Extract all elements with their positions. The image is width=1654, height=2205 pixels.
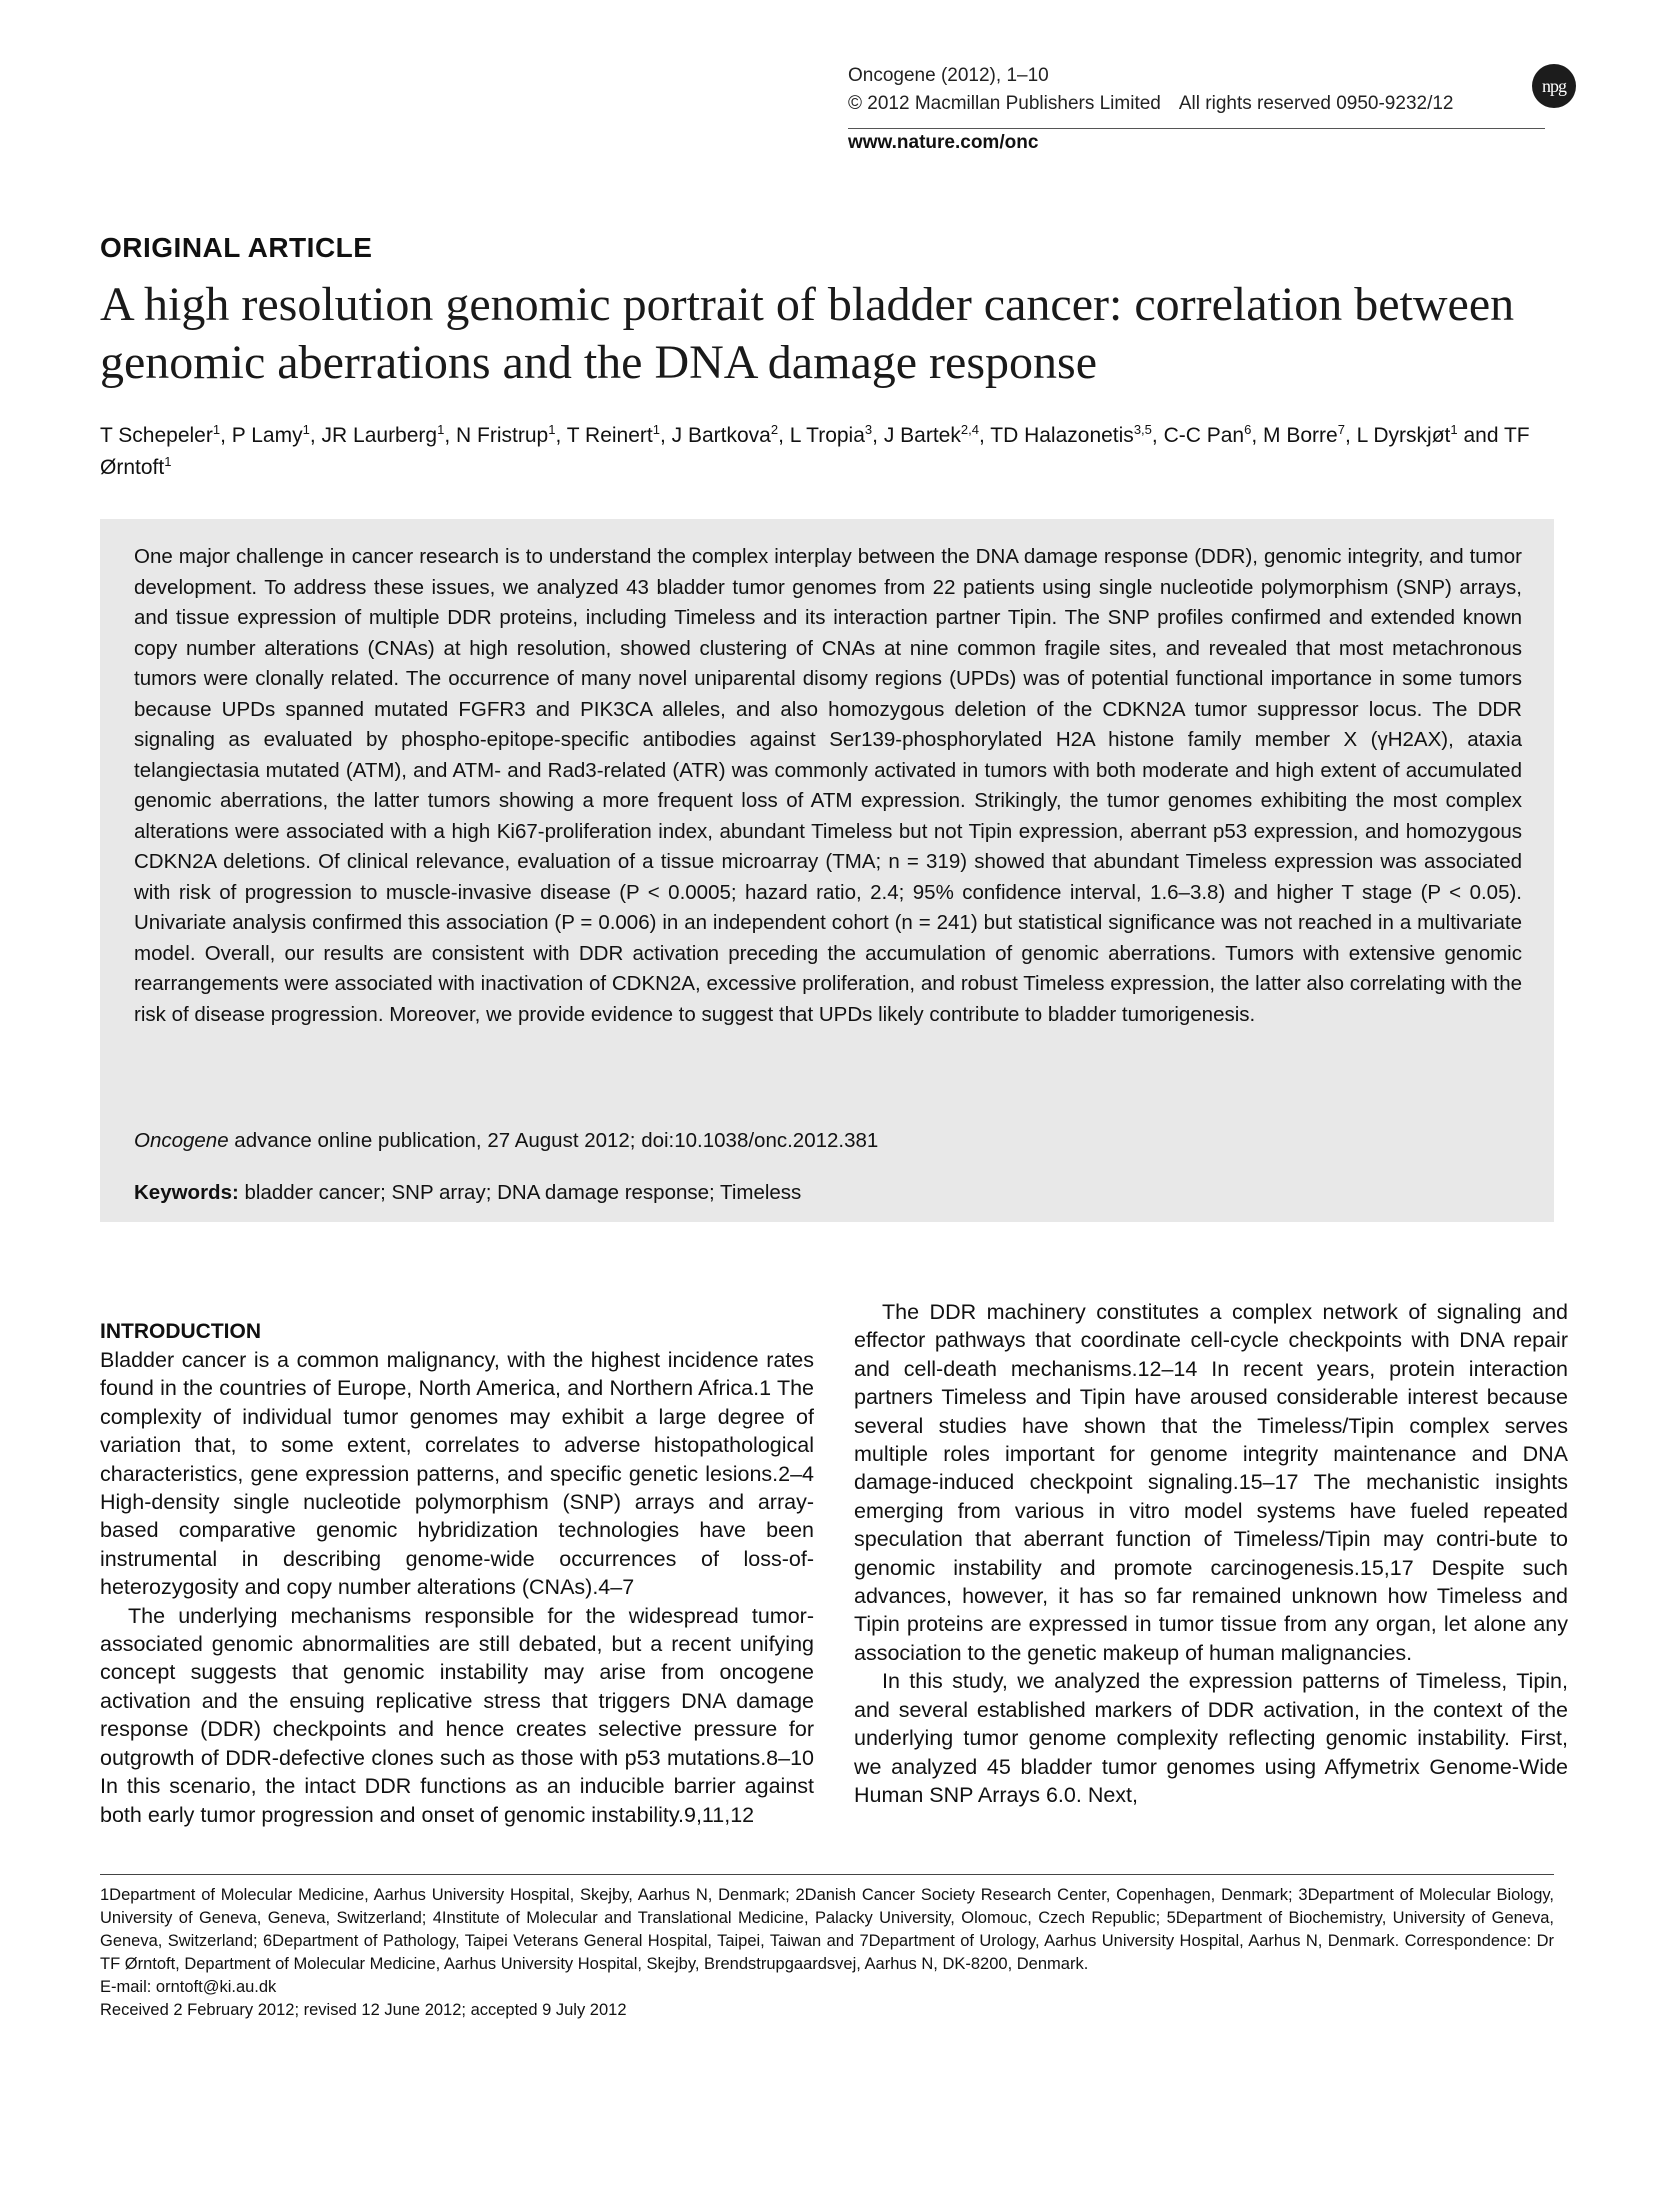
publication-details: advance online publication, 27 August 2012; doi:10.1038/onc.2012.381 [228,1129,879,1152]
author-name: TF Ørntoft [100,424,1530,479]
received-dates: Received 2 February 2012; revised 12 June 2012; accepted 9 July 2012 [100,2001,627,2019]
section-heading-introduction: INTRODUCTION [100,1320,261,1343]
author-affiliation-number: 1 [548,422,556,437]
keywords [134,1178,801,1208]
copyright-line [848,90,1453,118]
author-name: M Borre [1263,424,1338,447]
intro-paragraph-1: Bladder cancer is a common malignancy, with the highest incidence rates found in the countries of Europe, North America, and Northern Africa.1 The complexity of individual tumor genomes may exhibit a large degree of variation that, to some extent, correlates to adverse histopathological characteristics, gene expression patterns, and specific genetic lesions.2–4 High-density single nucleotide polymorphism (SNP) arrays and array-based comparative genomic hybridization technologies have been instrumental in describing genome-wide occurrences of loss-of-heterozygosity and copy number alterations (CNAs).4–7 [100,1348,814,1600]
journal-header [848,62,1453,118]
journal-citation: Oncogene (2012), 1–10 [848,65,1049,86]
abstract-text [134,542,1522,1030]
intro-paragraph-3: The DDR machinery constitutes a complex network of signaling and effector pathways that coordinate cell-cycle checkpoints with DNA repair and cell-death mechanisms.12–14 In recent years, protein interaction partners Timeless and Tipin have aroused considerable interest because several studies have shown that the Timeless/Tipin complex serves multiple roles important for genome integrity maintenance and DNA damage-induced checkpoint signaling.15–17 The mechanistic insights emerging from various in vitro model systems have fueled repeated speculation that aberrant function of Timeless/Tipin may contri-bute to genomic instability and promote carcinogenesis.15,17 Despite such advances, however, it has so far remained unknown how Timeless and Tipin proteins are expressed in tumor tissue from any organ, let alone any association to the genetic makeup of human malignancies. [854,1300,1568,1665]
author-name: J Bartek [883,424,961,447]
affiliations: 1Department of Molecular Medicine, Aarhus University Hospital, Skejby, Aarhus N, Denmark; 2Danish Cancer Society Research Center, Copenhagen, Denmark; 3Department of Molecular Biology, University of Geneva, Geneva, Switzerland; 4Institute of Molecular and Translational Medicine, Palacky University, Olomouc, Czech Republic; 5Department of Biochemistry, University of Geneva, Geneva, Switzerland; 6Department of Pathology, Taipei Veterans General Hospital, Taipei, Taiwan and 7Department of Urology, Aarhus University Hospital, Aarhus N, Denmark. Correspondence: Dr TF Ørntoft, Department of Molecular Medicine, Aarhus University Hospital, Skejby, Brendstrupgaardsvej, Aarhus N, DK-8200, Denmark. [100,1886,1554,1973]
publication-info [134,1126,878,1156]
author-name: N Fristrup [456,424,549,447]
abstract-body: One major challenge in cancer research is to understand the complex interplay between the DNA damage response (DDR), genomic integrity, and tumor development. To address these issues, we analyzed 43 bladder tumor genomes from 22 patients using single nucleotide polymorphism (SNP) arrays, and tissue expression of multiple DDR proteins, including Timeless and its interaction partner Tipin. The SNP profiles confirmed and extended known copy number alterations (CNAs) at high resolution, showed clustering of CNAs at nine common fragile sites, and revealed that most metachronous tumors were clonally related. The occurrence of many novel uniparental disomy regions (UPDs) was of potential functional importance in some tumors because UPDs spanned mutated FGFR3 and PIK3CA alleles, and also homozygous deletion of the CDKN2A tumor suppressor locus. The DDR signaling as evaluated by phospho-epitope-specific antibodies against Ser139-phosphorylated H2A histone family member X (γH2AX), ataxia telangiectasia mutated (ATM), and ATM- and Rad3-related (ATR) was commonly activated in tumors with both moderate and high extent of accumulated genomic aberrations, the latter tumors showing a more frequent loss of ATM expression. Strikingly, the tumor genomes exhibiting the most complex alterations were associated with a high Ki67-proliferation index, abundant Timeless but not Tipin expression, aberrant p53 expression, and homozygous CDKN2A deletions. Of clinical relevance, evaluation of a tissue microarray (TMA; n = 319) showed that abundant Timeless expression was associated with risk of progression to muscle-invasive disease (P < 0.0005; hazard ratio, 2.4; 95% confidence interval, 1.6–3.8) and higher T stage (P < 0.05). Univariate analysis confirmed this association (P = 0.006) in an independent cohort (n = 241) but statistical significance was not reached in a multivariate model. Overall, our results are consistent with DDR activation preceding the accumulation of genomic aberrations. Tumors with extensive genomic rearrangements were associated with inactivation of CDKN2A, excessive proliferation, and robust Timeless expression, the latter also correlating with the risk of disease progression. Moreover, we provide evidence to suggest that UPDs likely contribute to bladder tumorigenesis. [134,545,1522,1026]
footnote-rule [100,1874,1554,1875]
author-affiliation-number: 1 [164,454,172,469]
author-affiliation-number: 2 [770,422,779,437]
author-affiliation-number: 1 [212,422,221,437]
author-affiliation-number: 1 [1450,422,1458,437]
keywords-list: bladder cancer; SNP array; DNA damage response; Timeless [238,1181,802,1204]
journal-name: Oncogene [134,1129,229,1152]
author-affiliation-number: 3,5 [1133,422,1152,437]
author-affiliation-number: 1 [652,422,660,437]
author-name: T Reinert [566,424,653,447]
author-affiliation-number: 1 [437,422,445,437]
author-name: L Tropia [789,424,865,447]
right-column [854,1298,1568,1809]
article-type: ORIGINAL ARTICLE [100,232,373,263]
article-title: A high resolution genomic portrait of bladder cancer: correlation between genomic aberrations and the DNA damage response [100,278,1515,389]
intro-paragraph-4: In this study, we analyzed the expression patterns of Timeless, Tipin, and several established markers of DDR activation, in the context of the underlying tumor genome complexity reflecting genomic instability. First, we analyzed 45 bladder tumor genomes using Affymetrix Genome-Wide Human SNP Arrays 6.0. Next, [854,1669,1568,1807]
left-column [100,1318,814,1829]
author-name: T Schepeler [100,424,213,447]
author-list: T Schepeler$^1$, P Lamy$^1$, JR Laurberg$^1$, N Fristrup$^1$, T Reinert$^1$, J Bartkova$^2$, L Tropia$^3$, J Bartek$^{2,4}$, TD Halazonetis$^{3,5}$, C-C Pan$^6$, M Borre$^7$, L Dyrskjøt$^1$ and TF Ørntoft$^1$ [100,422,1530,479]
author-name: L Dyrskjøt [1356,424,1451,447]
author-affiliation-number: 1 [302,422,310,437]
author-name: TD Halazonetis [990,424,1134,447]
keywords-label: Keywords: [134,1181,239,1204]
header-rule [848,128,1545,129]
author-name: J Bartkova [671,424,771,447]
author-affiliation-number: 3 [864,422,873,437]
author-affiliation-number: 2,4 [960,422,979,437]
copyright-text: © 2012 Macmillan Publishers Limited [848,93,1161,114]
author-name: P Lamy [231,424,303,447]
correspondence-email[interactable]: E-mail: orntoft@ki.au.dk [100,1978,277,1996]
author-name: JR Laurberg [321,424,438,447]
rights-text: All rights reserved 0950-9232/12 [1178,93,1454,114]
publisher-logo: npg [1532,64,1576,108]
author-affiliation-number: 6 [1244,422,1252,437]
intro-paragraph-2: The underlying mechanisms responsible for the widespread tumor-associated genomic abnormalities are still debated, but a recent unifying concept suggests that genomic instability may arise from oncogene activation and the ensuing replicative stress that triggers DNA damage response (DDR) checkpoints and hence creates selective pressure for outgrowth of DDR-defective clones such as those with p53 mutations.8–10 In this scenario, the intact DDR functions as an inducible barrier against both early tumor progression and onset of genomic instability.9,11,12 [100,1603,814,1827]
journal-url[interactable]: www.nature.com/onc [848,132,1039,153]
footnotes [100,1884,1554,2022]
author-name: C-C Pan [1163,424,1245,447]
author-affiliation-number: 7 [1337,422,1345,437]
